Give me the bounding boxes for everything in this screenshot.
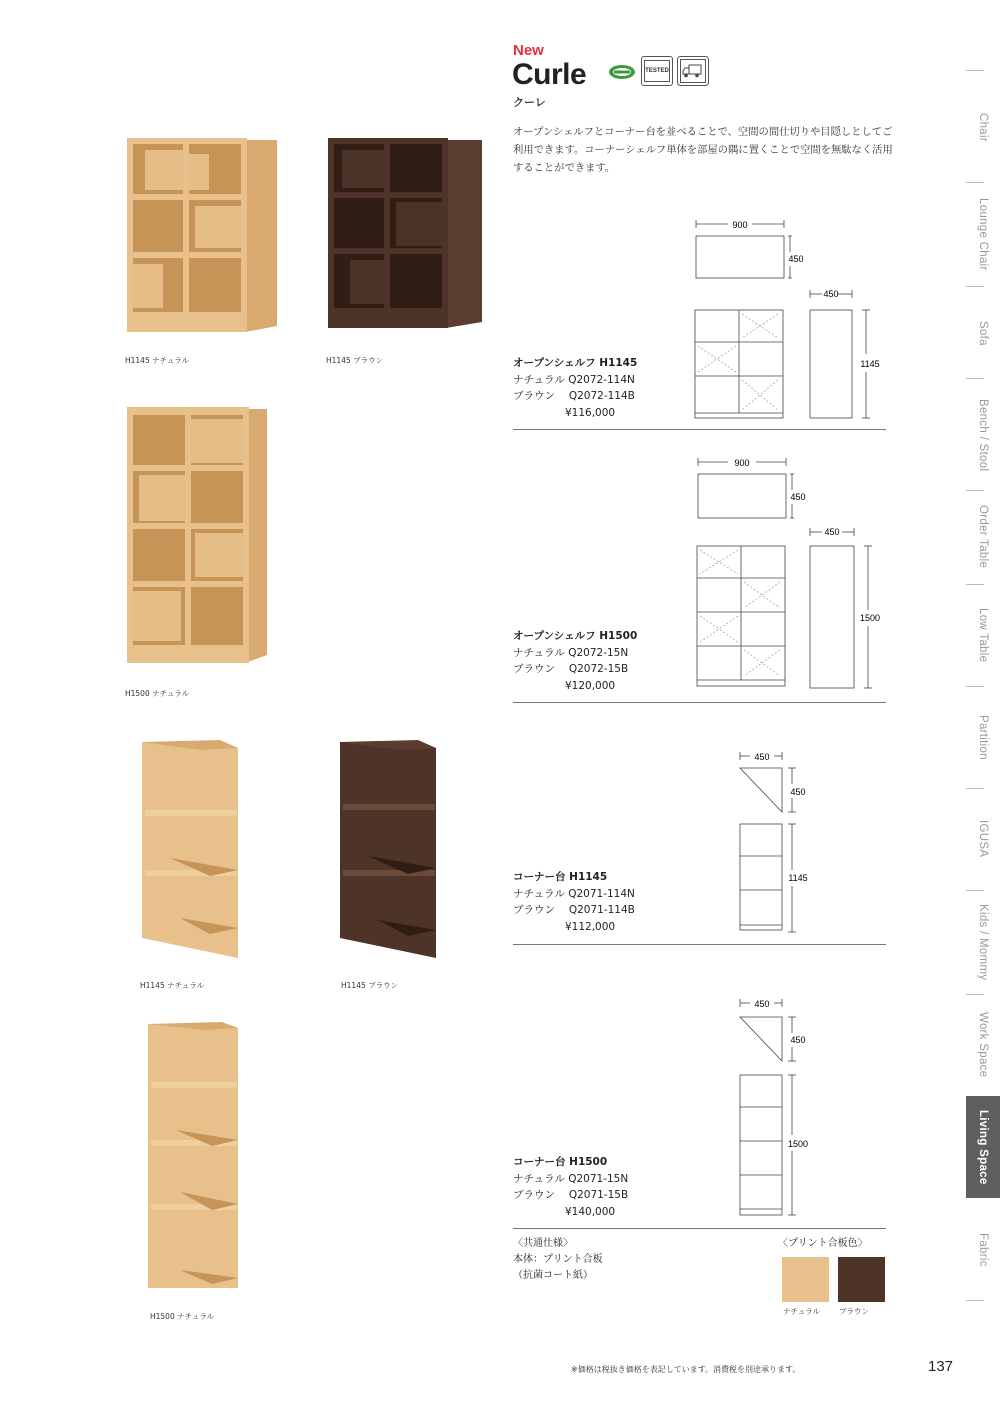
photo-caption: H1145 ナチュラル: [125, 356, 190, 365]
divider: [513, 702, 886, 703]
product-info-corner-h1500: [513, 1154, 628, 1220]
svg-text:450: 450: [788, 254, 804, 264]
product-price: ¥116,000: [565, 406, 616, 419]
photo-caption: H1145 ブラウン: [341, 981, 399, 990]
nav-tab-living-space[interactable]: Living Space: [966, 1096, 1000, 1198]
swatch-natural-label: ナチュラル: [783, 1307, 821, 1316]
svg-text:450: 450: [824, 527, 840, 537]
product-title: Curle: [512, 58, 587, 91]
nav-tab-order-table[interactable]: Order Table: [977, 505, 989, 569]
nav-divider: [966, 890, 984, 891]
product-name: コーナー台 H1145: [513, 871, 608, 883]
svg-text:1145: 1145: [788, 873, 808, 883]
corner-h1500-natural-photo: [146, 1020, 246, 1292]
svg-text:450: 450: [823, 289, 839, 299]
svg-text:1145: 1145: [860, 359, 880, 369]
photo-caption: H1500 ナチュラル: [125, 689, 190, 698]
svg-text:900: 900: [732, 220, 748, 230]
print-colors-heading: 〈プリント合板色〉: [778, 1238, 868, 1249]
photo-caption: H1145 ナチュラル: [140, 981, 205, 990]
corner-h1145-brown-photo: [338, 738, 443, 960]
nav-tab-chair[interactable]: Chair: [977, 112, 989, 142]
nav-tab-sofa[interactable]: Sofa: [977, 320, 989, 346]
common-spec-coating: （抗菌コート紙）: [513, 1270, 593, 1281]
nav-tab-bench-stool[interactable]: Bench / Stool: [977, 398, 989, 472]
nav-divider: [966, 584, 984, 585]
nav-tab-lounge-chair[interactable]: Lounge Chair: [977, 197, 989, 271]
svg-text:900: 900: [734, 458, 750, 468]
divider: [513, 944, 886, 945]
nav-tab-partition[interactable]: Partition: [977, 714, 989, 760]
product-price: ¥112,000: [565, 920, 616, 933]
svg-text:450: 450: [790, 787, 806, 797]
product-code-natural: ナチュラル Q2071-114N: [513, 887, 635, 900]
nav-divider: [966, 788, 984, 789]
product-price: ¥140,000: [565, 1205, 616, 1218]
swatch-brown-label: ブラウン: [839, 1307, 869, 1316]
shelf-h1145-brown-photo: [326, 136, 486, 334]
dimension-drawing-open-shelf-h1145: [690, 218, 890, 423]
dimension-drawing-open-shelf-h1500: [692, 454, 892, 694]
product-name: オープンシェルフ H1500: [513, 630, 638, 642]
swatch-brown: [838, 1257, 885, 1302]
nav-divider: [966, 286, 984, 287]
nav-tab-igusa[interactable]: IGUSA: [977, 820, 989, 858]
common-spec-material: 本体：プリント合板: [513, 1254, 603, 1265]
svg-text:450: 450: [790, 1035, 806, 1045]
product-price: ¥120,000: [565, 679, 616, 692]
photo-caption: H1500 ナチュラル: [150, 1312, 215, 1321]
nav-divider: [966, 686, 984, 687]
nav-divider: [966, 1300, 984, 1301]
svg-text:450: 450: [754, 752, 770, 762]
tested-icon: TESTED: [641, 56, 673, 86]
product-info-open-shelf-h1145: [513, 355, 637, 421]
new-label: New: [513, 42, 544, 59]
product-code-natural: ナチュラル Q2071-15N: [513, 1172, 629, 1185]
delivery-truck-icon: [677, 56, 709, 86]
dimension-drawing-corner-h1500: [734, 995, 814, 1225]
product-info-corner-h1145: [513, 869, 635, 935]
nav-divider: [966, 994, 984, 995]
swatch-natural: [782, 1257, 829, 1302]
shelf-h1145-natural-photo: [125, 136, 285, 334]
photo-caption: H1145 ブラウン: [326, 356, 384, 365]
product-code-brown: ブラウン Q2072-15B: [513, 663, 629, 675]
nav-tab-kids-mommy[interactable]: Kids / Mommy: [977, 903, 989, 981]
dimension-drawing-corner-h1145: [734, 748, 814, 938]
nav-divider: [966, 378, 984, 379]
svg-text:450: 450: [754, 999, 770, 1009]
divider: [513, 429, 886, 430]
product-code-brown: ブラウン Q2071-114B: [513, 904, 635, 916]
product-name: コーナー台 H1500: [513, 1156, 608, 1168]
nav-divider: [966, 70, 984, 71]
nav-divider: [966, 182, 984, 183]
product-code-natural: ナチュラル Q2072-15N: [513, 646, 629, 659]
product-code-brown: ブラウン Q2071-15B: [513, 1189, 629, 1201]
nav-tab-work-space[interactable]: Work Space: [977, 1012, 989, 1078]
nav-tab-low-table[interactable]: Low Table: [977, 607, 989, 663]
common-spec: [513, 1236, 603, 1284]
product-info-open-shelf-h1500: [513, 628, 637, 694]
price-footnote: ※価格は税抜き価格を表記しています。消費税を別途承ります。: [571, 1365, 801, 1374]
divider: [513, 1228, 886, 1229]
common-spec-heading: 〈共通仕様〉: [513, 1238, 573, 1249]
product-code-brown: ブラウン Q2072-114B: [513, 390, 635, 402]
svg-text:1500: 1500: [859, 613, 881, 623]
product-code-natural: ナチュラル Q2072-114N: [513, 373, 635, 386]
eco-mark-icon: [607, 62, 637, 82]
nav-tab-fabric[interactable]: Fabric: [977, 1233, 989, 1267]
nav-divider: [966, 490, 984, 491]
page-number: 137: [928, 1358, 954, 1375]
product-title-kana: クーレ: [513, 96, 546, 109]
product-description: オープンシェルフとコーナー台を並べることで、空間の間仕切りや目隠しとしてご利用できます。コーナーシェルフ単体を部屋の隅に置くことで空間を無駄なく活用することができます。: [513, 126, 893, 174]
svg-text:450: 450: [790, 492, 806, 502]
product-name: オープンシェルフ H1145: [513, 357, 638, 369]
corner-h1145-natural-photo: [140, 738, 245, 960]
shelf-h1500-natural-photo: [125, 405, 285, 665]
svg-text:1500: 1500: [787, 1139, 809, 1149]
